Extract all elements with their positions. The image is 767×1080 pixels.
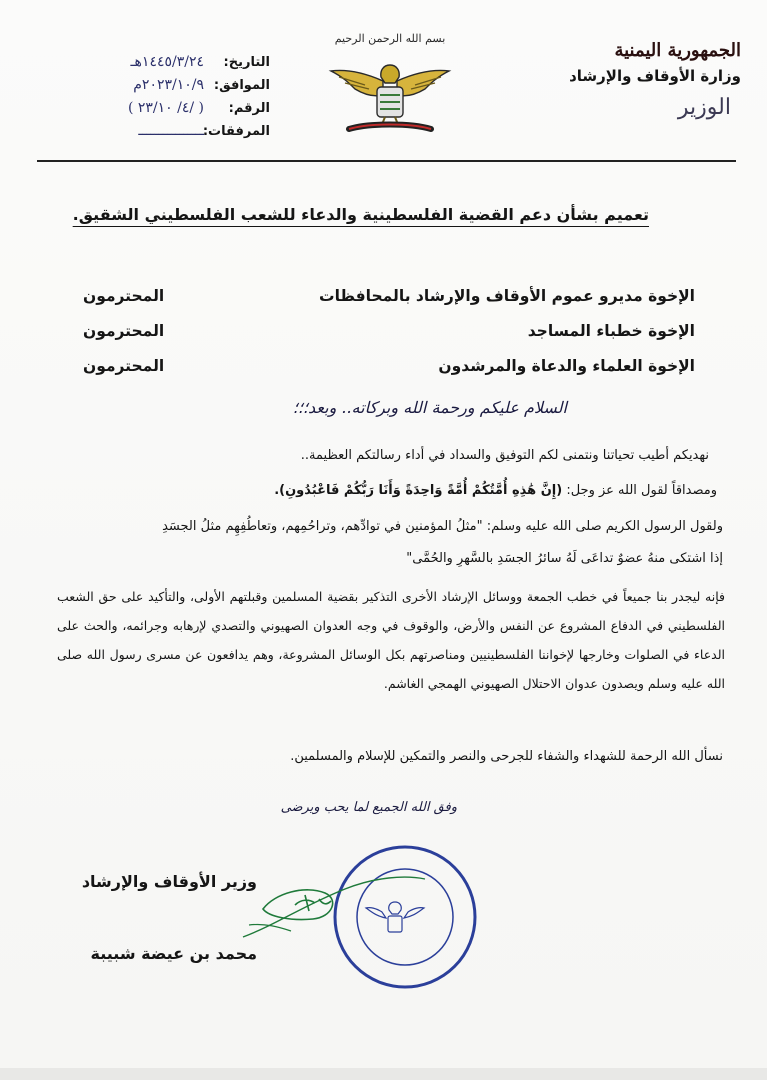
hadith-line-1: ولقول الرسول الكريم صلى الله عليه وسلم: "مثلُ المؤمنين في توادِّهم، وتراحُمِهم، وتعاطُفِهِم مثلُ الجسَدِ xyxy=(162,519,723,534)
page-bottom-edge xyxy=(0,1068,767,1080)
addressee-honorific: المحترمون xyxy=(83,322,165,340)
handwritten-signature xyxy=(235,865,435,955)
signatory-title: وزير الأوقاف والإرشاد xyxy=(81,872,257,891)
hadith-line-2: إذا اشتكى منهُ عضوٌ تداعَى لَهُ سائرُ الجسَدِ بالسَّهرِ والحُمَّى" xyxy=(406,551,723,566)
main-paragraph: فإنه ليجدر بنا جميعاً في خطب الجمعة ووسائل الإرشاد الأخرى التذكير بقضية المسلمين وقبلتهم الأولى، والتأكيد على حق الشعب الفلسطيني في الدفاع المشروع عن النفس والأرض، والوقوف في وجه العدوان الصهيوني والتصدي لإرهابه وجرائمه، والحث على الدعاء في الصلوات وخارجها لإخواننا الفلسطينيين ومناصرتهم بكل الوسائل المشروعة، وهم يدافعون عن مسرى رسول الله صلى الله عليه وسلم ويصدون عدوان الاحتلال الصهيوني الهمجي الغاشم. xyxy=(57,589,725,691)
attachments-row xyxy=(40,123,270,146)
republic-name: الجمهورية اليمنية xyxy=(614,40,741,61)
basmala: بسم الله الرحمن الرحيم xyxy=(334,32,446,45)
subject-line: تعميم بشأن دعم القضية الفلسطينية والدعاء للشعب الفلسطيني الشقيق. xyxy=(72,205,649,224)
gregorian-value: ٢٠٢٣/١٠/٩م xyxy=(133,77,204,93)
signatory-name: محمد بن عيضة شبيبة xyxy=(90,944,257,963)
addressee-name: الإخوة مديرو عموم الأوقاف والإرشاد بالمحافظات xyxy=(319,287,695,305)
date-value: ١٤٤٥/٣/٢٤هـ xyxy=(130,54,204,70)
closing-line: وفق الله الجميع لما يحب ويرضى xyxy=(280,800,457,815)
number-row xyxy=(40,100,270,123)
yemen-emblem-icon xyxy=(325,47,455,147)
date-label: التاريخ: xyxy=(223,55,270,70)
attachments-label: المرفقات: xyxy=(202,124,270,139)
number-value: ( ٤/ ٢٣/١٠/ ) xyxy=(127,100,204,116)
quran-verse: (إِنَّ هَٰذِهِ أُمَّتُكُمْ أُمَّةً وَاحِدَةً وَأَنَا رَبُّكُمْ فَاعْبُدُونِ). xyxy=(274,483,563,498)
reference-block xyxy=(40,54,270,146)
addressee-name: الإخوة خطباء المساجد xyxy=(527,322,695,340)
office-title: الوزير xyxy=(677,95,731,120)
gregorian-row xyxy=(40,77,270,100)
number-label: الرقم: xyxy=(228,101,270,116)
quran-prefix: ومصداقاً لقول الله عز وجل: xyxy=(566,483,717,498)
addressee-row xyxy=(83,357,695,375)
attachments-value: ــــــــــــــــ xyxy=(138,123,204,139)
quran-line xyxy=(274,478,717,503)
letterhead-center xyxy=(316,32,464,151)
prayer-line: نسأل الله الرحمة للشهداء والشفاء للجرحى والنصر والتمكين للإسلام والمسلمين. xyxy=(290,749,723,764)
addressee-name: الإخوة العلماء والدعاة والمرشدون xyxy=(438,357,695,375)
header-divider xyxy=(37,160,736,162)
letterhead-right xyxy=(541,40,741,120)
gregorian-label: الموافق: xyxy=(213,78,270,93)
ministry-name: وزارة الأوقاف والإرشاد xyxy=(569,67,741,85)
intro-paragraph: نهديكم أطيب تحياتنا ونتمنى لكم التوفيق والسداد في أداء رسالتكم العظيمة.. xyxy=(300,448,709,463)
addressee-row xyxy=(83,322,695,340)
addressee-honorific: المحترمون xyxy=(83,287,165,305)
greeting: السلام عليكم ورحمة الله وبركاته.. وبعد؛؛؛ xyxy=(292,398,567,417)
date-row xyxy=(40,54,270,77)
addressee-row xyxy=(83,287,695,305)
addressee-honorific: المحترمون xyxy=(83,357,165,375)
